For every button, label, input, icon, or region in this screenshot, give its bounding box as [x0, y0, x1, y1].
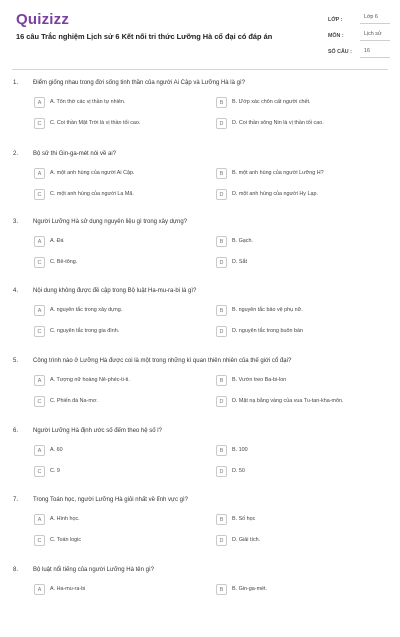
option-letter-box: D [216, 189, 227, 200]
option-letter-box: B [216, 236, 227, 247]
option-text: C. Bê-tông. [50, 259, 78, 265]
question-number: 4. [13, 288, 19, 294]
question-number: 2. [13, 151, 19, 157]
option-text: A. nguyên tắc trong xây dựng. [50, 307, 123, 313]
answer-option[interactable] [34, 375, 205, 387]
option-letter-box: A [34, 236, 45, 247]
option-text: B. một anh hùng của người Lưỡng H? [232, 170, 324, 176]
answer-option[interactable] [216, 257, 387, 269]
option-letter-box: C [34, 326, 45, 337]
question-text: Điểm giống nhau trong đời sống tinh thần của người Ai Cập và Lưỡng Hà là gì? [33, 80, 245, 86]
option-letter-box: A [34, 514, 45, 525]
option-text: B. nguyên tắc bảo vệ phụ nữ. [232, 307, 303, 313]
answer-option[interactable] [34, 189, 205, 201]
option-letter-box: C [34, 118, 45, 129]
question-text: Bộ sử thi Gin-ga-mét nói về ai? [33, 151, 117, 157]
answer-option[interactable] [34, 305, 205, 317]
answer-option[interactable] [216, 326, 387, 338]
option-letter-box: A [34, 168, 45, 179]
question-item [0, 358, 400, 428]
document-title: 16 câu Trắc nghiệm Lịch sử 6 Kết nối tri thức Lưỡng Hà cổ đại có đáp án [16, 32, 273, 41]
answer-option[interactable] [216, 236, 387, 248]
option-letter-box: D [216, 257, 227, 268]
option-text: A. một anh hùng của người Ai Cập. [50, 170, 135, 176]
option-text: C. Phiến đá Na-mơ. [50, 398, 98, 404]
answer-option[interactable] [34, 326, 205, 338]
question-item [0, 428, 400, 498]
option-text: A. Đá [50, 238, 64, 244]
answer-option[interactable] [34, 535, 205, 547]
option-text: D. Sắt [232, 259, 247, 265]
question-text: Người Lưỡng Hà định ước số đếm theo hệ số l? [33, 428, 162, 434]
option-letter-box: C [34, 396, 45, 407]
question-text: Nội dung không được đề cập trong Bộ luật Ha-mu-ra-bi là gì? [33, 288, 197, 294]
question-text: Người Lưỡng Hà sử dụng nguyên liệu gì trong xây dựng? [33, 219, 188, 225]
answer-option[interactable] [34, 584, 205, 596]
option-letter-box: B [216, 514, 227, 525]
option-text: D. một anh hùng của người Hy Lạp. [232, 191, 318, 197]
question-text: Công trình nào ở Lưỡng Hà được coi là một trong những kì quan thiên nhiên của thế giới cổ đại? [33, 358, 292, 364]
option-text: D. Coi thần sông Nin là vị thần tối cao. [232, 120, 324, 126]
option-letter-box: B [216, 445, 227, 456]
option-letter-box: B [216, 97, 227, 108]
option-text: A. 60 [50, 447, 63, 453]
header-divider [12, 69, 388, 70]
answer-option[interactable] [216, 168, 387, 180]
option-text: B. Ướp xác chôn cất người chết. [232, 99, 311, 105]
subject-value: Lịch sử [360, 29, 390, 41]
meta-values [360, 12, 390, 63]
answer-option[interactable] [216, 466, 387, 478]
option-text: D. Giải tích. [232, 537, 261, 543]
option-letter-box: A [34, 305, 45, 316]
question-number: 6. [13, 428, 19, 434]
answer-option[interactable] [216, 375, 387, 387]
option-text: D. Mặt nạ bằng vàng của vua Tu-tan-kha-môn. [232, 398, 344, 404]
answer-option[interactable] [216, 189, 387, 201]
option-text: C. nguyên tắc trong gia đình. [50, 328, 120, 334]
answer-option[interactable] [34, 466, 205, 478]
question-number: 8. [13, 567, 19, 573]
option-text: B. Vườn treo Ba-bi-lon [232, 377, 287, 383]
option-letter-box: C [34, 189, 45, 200]
question-item [0, 567, 400, 637]
option-text: A. Ha-mu-ra-bi [50, 586, 86, 592]
option-text: C. Coi thần Mặt Trời là vị thần tối cao. [50, 120, 141, 126]
class-label: LỚP : [328, 17, 343, 23]
option-letter-box: B [216, 375, 227, 386]
answer-option[interactable] [216, 118, 387, 130]
answer-option[interactable] [34, 168, 205, 180]
option-text: D. 50 [232, 468, 245, 474]
answer-option[interactable] [34, 445, 205, 457]
question-number: 7. [13, 497, 19, 503]
option-text: B. 100 [232, 447, 248, 453]
question-count-label: SỐ CÂU : [328, 49, 352, 55]
option-text: A. Tượng nữ hoàng Nê-phéc-ti-ti. [50, 377, 130, 383]
answer-option[interactable] [34, 236, 205, 248]
option-letter-box: D [216, 326, 227, 337]
option-letter-box: D [216, 535, 227, 546]
answer-option[interactable] [216, 396, 387, 408]
question-count-value: 16 [360, 46, 390, 58]
option-letter-box: C [34, 535, 45, 546]
page-header [0, 0, 400, 62]
option-text: A. Hình học. [50, 516, 80, 522]
option-letter-box: D [216, 396, 227, 407]
option-text: B. Số học [232, 516, 256, 522]
option-letter-box: B [216, 584, 227, 595]
option-letter-box: B [216, 168, 227, 179]
answer-option[interactable] [34, 257, 205, 269]
question-item [0, 151, 400, 221]
question-text: Bộ luật nổi tiếng của người Lưỡng Hà tên gì? [33, 567, 154, 573]
answer-option[interactable] [216, 535, 387, 547]
option-text: C. 9 [50, 468, 60, 474]
meta-labels [328, 16, 358, 64]
answer-option[interactable] [216, 97, 387, 109]
answer-option[interactable] [216, 584, 387, 596]
subject-label: MÔN : [328, 33, 344, 39]
question-item [0, 288, 400, 358]
class-value: Lớp 6 [360, 12, 390, 24]
option-text: A. Tôn thờ các vị thần tự nhiên. [50, 99, 126, 105]
answer-option[interactable] [34, 118, 205, 130]
question-item [0, 80, 400, 150]
option-letter-box: A [34, 375, 45, 386]
option-text: C. một anh hùng của người La Mã. [50, 191, 134, 197]
answer-option[interactable] [34, 514, 205, 526]
question-item [0, 219, 400, 289]
option-letter-box: B [216, 305, 227, 316]
question-number: 1. [13, 80, 19, 86]
quizizz-logo: Quizizz [16, 11, 70, 28]
option-letter-box: A [34, 97, 45, 108]
option-letter-box: A [34, 445, 45, 456]
answer-option[interactable] [216, 305, 387, 317]
question-text: Trong Toán học, người Lưỡng Hà giỏi nhất về lĩnh vực gì? [33, 497, 189, 503]
option-letter-box: C [34, 257, 45, 268]
option-letter-box: D [216, 466, 227, 477]
option-text: B. Gạch. [232, 238, 253, 244]
answer-option[interactable] [34, 97, 205, 109]
option-text: B. Gin-ga-mét. [232, 586, 268, 592]
question-number: 3. [13, 219, 19, 225]
option-letter-box: D [216, 118, 227, 129]
answer-option[interactable] [34, 396, 205, 408]
question-number: 5. [13, 358, 19, 364]
option-text: D. nguyên tắc trong buôn bán [232, 328, 304, 334]
option-letter-box: A [34, 584, 45, 595]
option-letter-box: C [34, 466, 45, 477]
question-item [0, 497, 400, 567]
answer-option[interactable] [216, 445, 387, 457]
option-text: C. Toán logic [50, 537, 82, 543]
answer-option[interactable] [216, 514, 387, 526]
